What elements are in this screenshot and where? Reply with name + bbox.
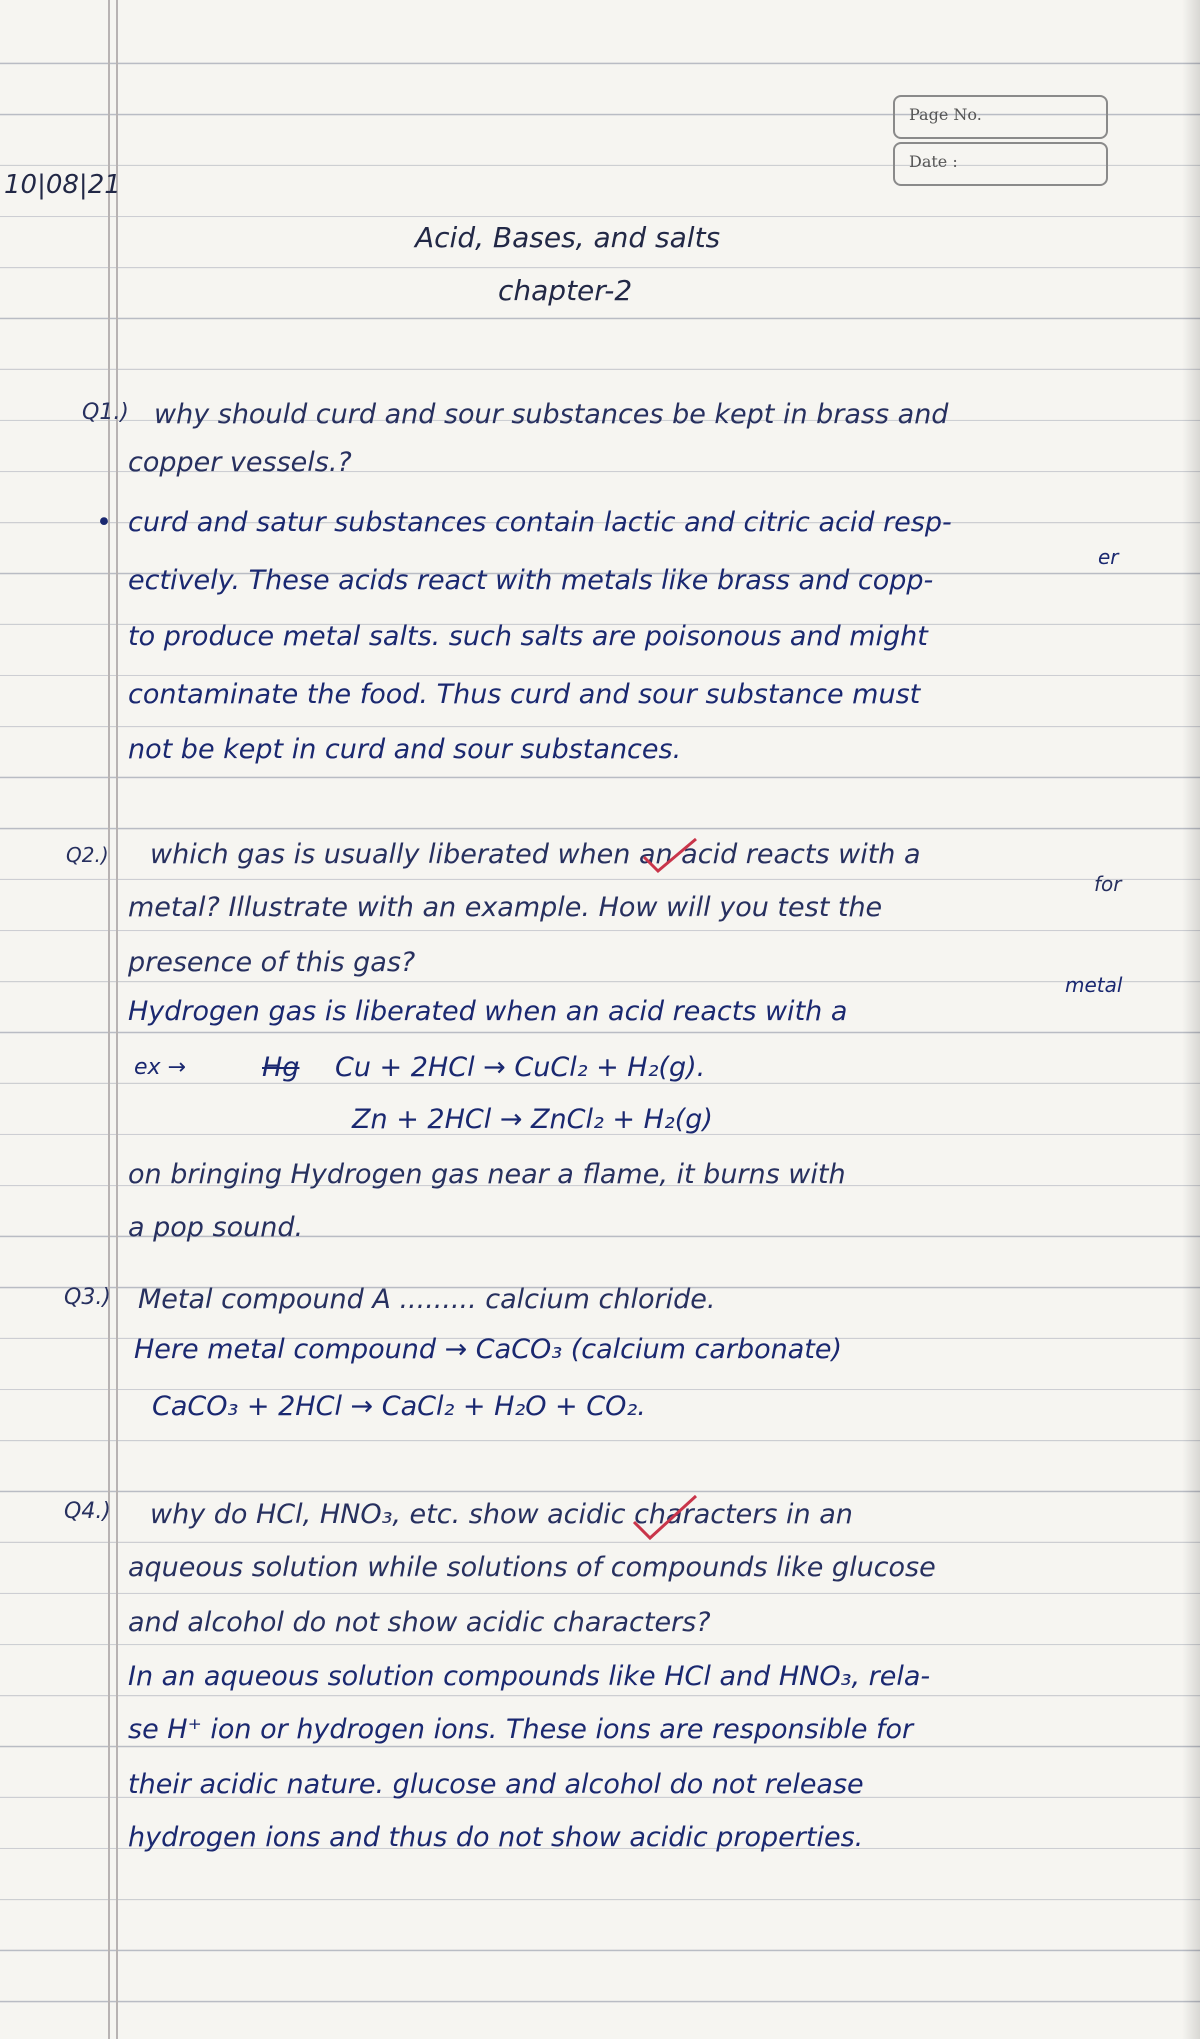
q2-eq1-struck: Hg	[262, 1052, 300, 1083]
page-edge-shadow	[1182, 0, 1200, 2039]
chapter-label: chapter-2	[498, 274, 633, 307]
q1-question-line: why should curd and sour substances be kept in brass and	[154, 399, 949, 430]
q2-answer-line: Hydrogen gas is liberated when an acid reacts with a	[128, 996, 848, 1027]
q2-test-line: a pop sound.	[128, 1212, 304, 1243]
q2-equation-2: Zn + 2HCl → ZnCl₂ + H₂(g)	[352, 1104, 713, 1135]
q2-eq1-prefix: ex →	[134, 1055, 186, 1080]
page-title: Acid, Bases, and salts	[415, 221, 721, 254]
q2-test-line: on bringing Hydrogen gas near a flame, it burns with	[128, 1159, 846, 1190]
q1-number: Q1.)	[82, 400, 129, 425]
q2-superscript: for	[1094, 872, 1122, 896]
q3-line: Metal compound A ......... calcium chloride.	[138, 1284, 716, 1315]
q4-question-line: why do HCl, HNO₃, etc. show acidic characters in an	[150, 1499, 853, 1530]
q1-question-line: copper vessels.?	[128, 447, 352, 478]
margin-line-right	[116, 0, 118, 2039]
q3-number: Q3.)	[64, 1285, 111, 1310]
q4-answer-line: their acidic nature. glucose and alcohol do not release	[128, 1769, 864, 1800]
q2-equation-1: Cu + 2HCl → CuCl₂ + H₂(g).	[335, 1052, 706, 1083]
q4-answer-line: In an aqueous solution compounds like HCl and HNO₃, rela-	[128, 1661, 931, 1692]
q1-answer-line: curd and satur substances contain lactic and citric acid resp-	[128, 507, 952, 538]
margin-line-left	[108, 0, 110, 2039]
q2-question-line: metal? Illustrate with an example. How will you test the	[128, 892, 883, 923]
q4-question-line: and alcohol do not show acidic characters?	[128, 1607, 711, 1638]
q1-bullet: •	[96, 507, 112, 538]
q4-answer-line: hydrogen ions and thus do not show acidic properties.	[128, 1822, 864, 1853]
q2-superscript-metal: metal	[1065, 973, 1123, 997]
q2-number: Q2.)	[66, 843, 109, 867]
page-no-label: Page No.	[909, 105, 982, 124]
q4-question-line: aqueous solution while solutions of compounds like glucose	[128, 1552, 936, 1583]
q4-number: Q4.)	[64, 1499, 111, 1524]
date-label: Date :	[909, 152, 958, 171]
q1-answer-line: ectively. These acids react with metals like brass and copp-	[128, 565, 934, 596]
q3-line: Here metal compound → CaCO₃ (calcium carbonate)	[134, 1334, 843, 1365]
q1-answer-line: not be kept in curd and sour substances.	[128, 734, 682, 765]
teacher-tick-mark	[630, 1492, 700, 1542]
q3-equation: CaCO₃ + 2HCl → CaCl₂ + H₂O + CO₂.	[152, 1391, 646, 1422]
page-no-box	[893, 95, 1108, 139]
q2-question-line: presence of this gas?	[128, 947, 416, 978]
date-box	[893, 142, 1108, 186]
q4-answer-line: se H⁺ ion or hydrogen ions. These ions are responsible for	[128, 1714, 914, 1745]
q1-answer-line: to produce metal salts. such salts are poisonous and might	[128, 621, 928, 652]
q1-answer-line: contaminate the food. Thus curd and sour substance must	[128, 679, 921, 710]
q2-question-line: which gas is usually liberated when an acid reacts with a	[150, 839, 921, 870]
teacher-tick-mark	[640, 835, 700, 875]
q1-superscript: er	[1098, 545, 1119, 569]
entry-date: 10|08|21	[4, 170, 121, 200]
